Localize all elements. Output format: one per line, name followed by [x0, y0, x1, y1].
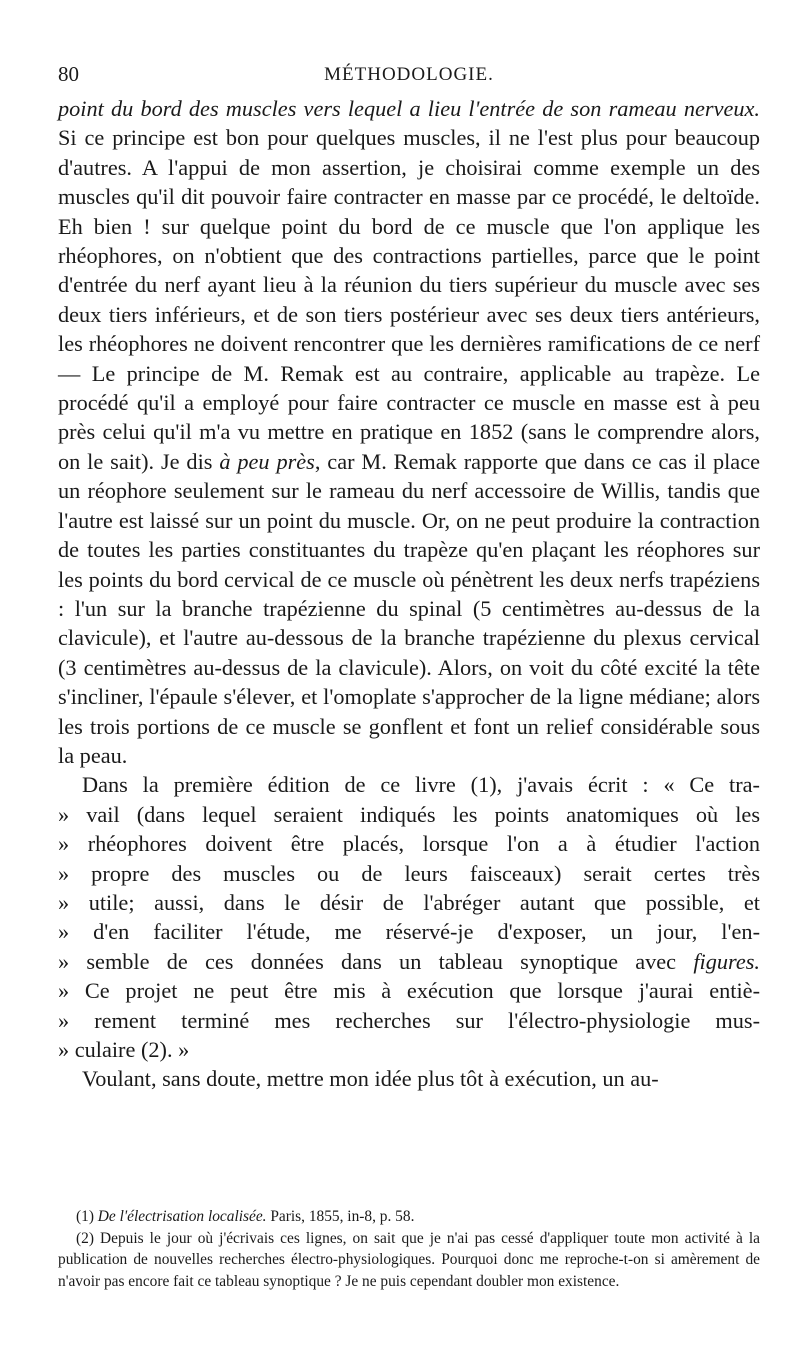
quote-italic-figures: figures. — [693, 948, 760, 974]
quote-line: » propre des muscles ou de leurs faisceaux) serait certes très — [58, 860, 760, 886]
body-text — [58, 94, 760, 1094]
quote-line-with-italic — [58, 947, 760, 976]
paragraph-1 — [58, 94, 760, 770]
quote-line-text: » semble de ces données dans un tableau synoptique avec — [58, 948, 694, 974]
footnote-1-number: (1) — [76, 1208, 98, 1225]
page-number: 80 — [58, 62, 79, 86]
paragraph-1-italic-2: à peu près — [219, 448, 315, 474]
paragraph-1-text: Si ce principe est bon pour quelques muscles, il ne l'est plus pour beaucoup d'autres. A l'appui de mon assertion, je choisirai comme exemple un des muscles qu'il dit pouvoir faire contracter en masse par ce procédé, le deltoïde. Eh bien ! sur quelque point du bord de ce muscle que l'on applique les rhéophores, on n'obtient que des contractions partielles, parce que le point d'entrée du nerf ayant lieu à la réunion du tiers supérieur du muscle avec ses deux tiers inférieurs, et de son tiers postérieur avec ses deux tiers antérieurs, les rhéophores ne doivent rencontrer que les dernières ramifications de ce nerf — Le principe de M. Remak est au contraire, applicable au trapèze. Le procédé qu'il a employé pour faire contracter ce muscle en masse est à peu près celui qu'il m'a vu mettre en pratique en 1852 (sans le comprendre alors, on le sait). Je dis — [58, 125, 760, 474]
quote-line: » rement terminé mes recherches sur l'électro-physiologie mus- — [58, 1007, 760, 1033]
paragraph-3: Voulant, sans doute, mettre mon idée plus tôt à exécution, un au- — [82, 1066, 659, 1092]
quote-line: » rhéophores doivent être placés, lorsque l'on a à étudier l'action — [58, 831, 760, 857]
quote-line: » utile; aussi, dans le désir de l'abréger autant que possible, et — [58, 889, 760, 915]
running-title: MÉTHODOLOGIE. — [324, 64, 494, 85]
footnote-1 — [58, 1206, 760, 1228]
quote-line: Dans la première édition de ce livre (1), j'avais écrit : « Ce tra- — [82, 772, 760, 798]
paragraph-1-italic: point du bord des muscles vers lequel a lieu l'entrée de son rameau nerveux. — [58, 96, 760, 121]
quote-line: » Ce projet ne peut être mis à exécution que lorsque j'aurai entiè- — [58, 978, 760, 1004]
footnote-2: (2) Depuis le jour où j'écrivais ces lignes, on sait que je n'ai pas cessé d'appliquer toute mon activité à la publication de nouvelles recherches électro-physiologiques. Pourquoi donc me reproche-t-on si amèrement de n'avoir pas encore fait ce tableau synoptique ? Je ne puis cependant doubler mon existence. — [58, 1229, 760, 1290]
page-header — [58, 62, 760, 86]
quote-line: » culaire (2). » — [58, 1037, 190, 1062]
quote-line: » d'en faciliter l'étude, me réservé-je d'exposer, un jour, l'en- — [58, 919, 760, 945]
quote-line: » vail (dans lequel seraient indiqués les points anatomiques où les — [58, 801, 760, 827]
footnote-1-title: De l'électrisation localisée. — [97, 1208, 267, 1225]
paragraph-1-text-end: , car M. Remak rapporte que dans ce cas il place un réophore seulement sur le rameau du nerf accessoire de Willis, tandis que l'autre est laissé sur un point du muscle. Or, on ne peut produire la contraction de toutes les parties constituantes du trapèze qu'en plaçant les réophores sur les points du bord cervical de ce muscle où pénètrent les deux nerfs trapéziens : l'un sur la branche trapézienne du spinal (5 centimètres au-dessus de la clavicule), et l'autre au-dessous de la branche trapézienne du plexus cervical (3 centimètres au-dessus de la clavicule). Alors, on voit du côté excité la tête s'incliner, l'épaule s'élever, et l'omoplate s'approcher de la ligne médiane; alors les trois portions de ce muscle se gonflent et font un relief considérable sous la peau. — [58, 448, 760, 768]
quote-paragraph — [58, 770, 760, 1064]
footnotes — [58, 1206, 760, 1292]
footnote-1-rest: Paris, 1855, in-8, p. 58. — [266, 1208, 415, 1225]
